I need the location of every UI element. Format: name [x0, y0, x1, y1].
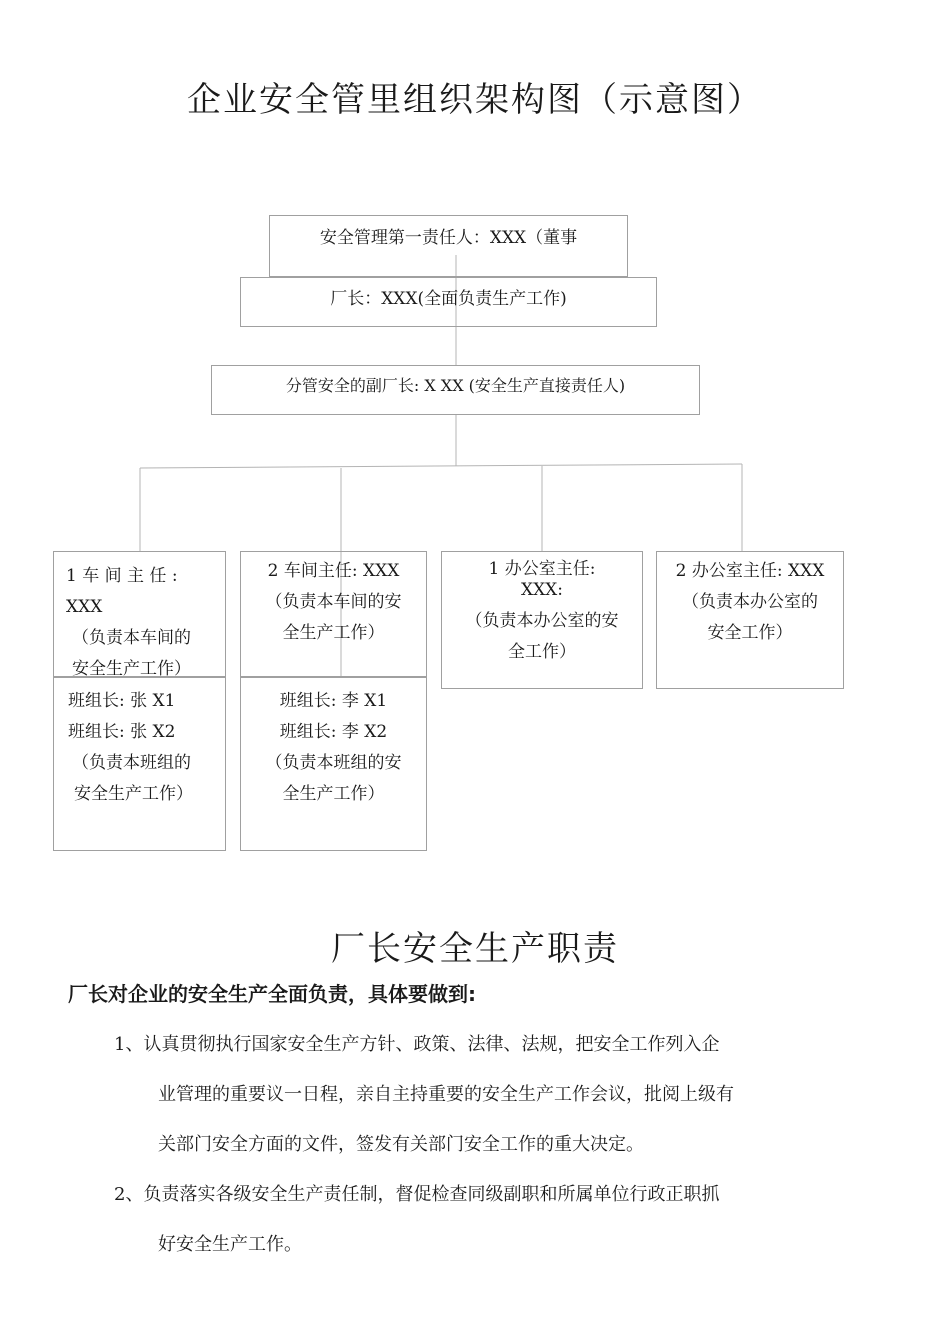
org-box-office-2 [656, 551, 844, 689]
duty-item-2-line-1: 2、负责落实各级安全生产责任制，督促检查同级副职和所属单位行政正职抓 [114, 1184, 720, 1205]
org-box-text: 安全生产工作） [74, 784, 193, 804]
org-box-text: 班组长: 张 X2 [68, 722, 176, 742]
org-box-office-1 [441, 551, 643, 689]
org-box-text: （负责本车间的 [72, 628, 191, 648]
org-box-text: XXX [66, 597, 103, 617]
org-box-text: 2 车间主任: XXX [267, 561, 400, 581]
org-box-first-responsible [269, 215, 628, 277]
org-box-text: （负责本办公室的安 [465, 611, 619, 631]
org-box-text: 安全工作） [707, 623, 793, 643]
org-box-text: 全生产工作） [282, 623, 385, 643]
org-box-vice-director [211, 365, 700, 415]
duty-item-1-line-3: 关部门安全方面的文件，签发有关部门安全工作的重大决定。 [158, 1134, 644, 1155]
org-box-text: 1 车 间 主 任 : [66, 566, 178, 586]
org-box-text: 全工作） [508, 642, 576, 662]
org-box-text: 安全生产工作） [72, 659, 191, 677]
org-box-text: 全生产工作） [282, 784, 385, 804]
org-box-text: XXX: [520, 580, 564, 600]
org-box-text: 班组长: 李 X1 [279, 691, 388, 711]
org-box-workshop-1 [53, 551, 226, 677]
org-box-text: 班组长: 李 X2 [279, 722, 388, 742]
org-box-text: 厂长：XXX(全面负责生产工作) [330, 289, 567, 309]
org-box-text: （负责本车间的安 [265, 592, 402, 612]
page-title: 企业安全管里组织架构图（示意图） [187, 80, 763, 120]
org-box-text: 班组长: 张 X1 [68, 691, 176, 711]
org-box-workshop-2 [240, 551, 427, 677]
duty-item-1-line-1: 1、认真贯彻执行国家安全生产方针、政策、法律、法规，把安全工作列入企 [114, 1034, 720, 1055]
org-box-text: 2 办公室主任: XXX [675, 561, 825, 581]
section-title: 厂长安全生产职责 [331, 929, 619, 969]
org-box-text: 分管安全的副厂长: X XX (安全生产直接责任人) [285, 376, 626, 395]
org-box-team-1 [53, 677, 226, 851]
org-box-text: 1 办公室主任: [488, 559, 596, 579]
org-box-team-2 [240, 677, 427, 851]
duty-item-2-line-2: 好安全生产工作。 [158, 1234, 302, 1255]
org-box-text: 安全管理第一责任人：XXX（董事 [319, 228, 578, 248]
org-box-text: （负责本办公室的 [682, 592, 818, 612]
duty-item-1-line-2: 业管理的重要议一日程，亲自主持重要的安全生产工作会议，批阅上级有 [158, 1084, 734, 1105]
org-box-director [240, 277, 657, 327]
org-box-text: （负责本班组的 [72, 753, 191, 773]
org-box-text: （负责本班组的安 [265, 753, 402, 773]
section-lead: 厂长对企业的安全生产全面负责，具体要做到: [68, 982, 476, 1006]
